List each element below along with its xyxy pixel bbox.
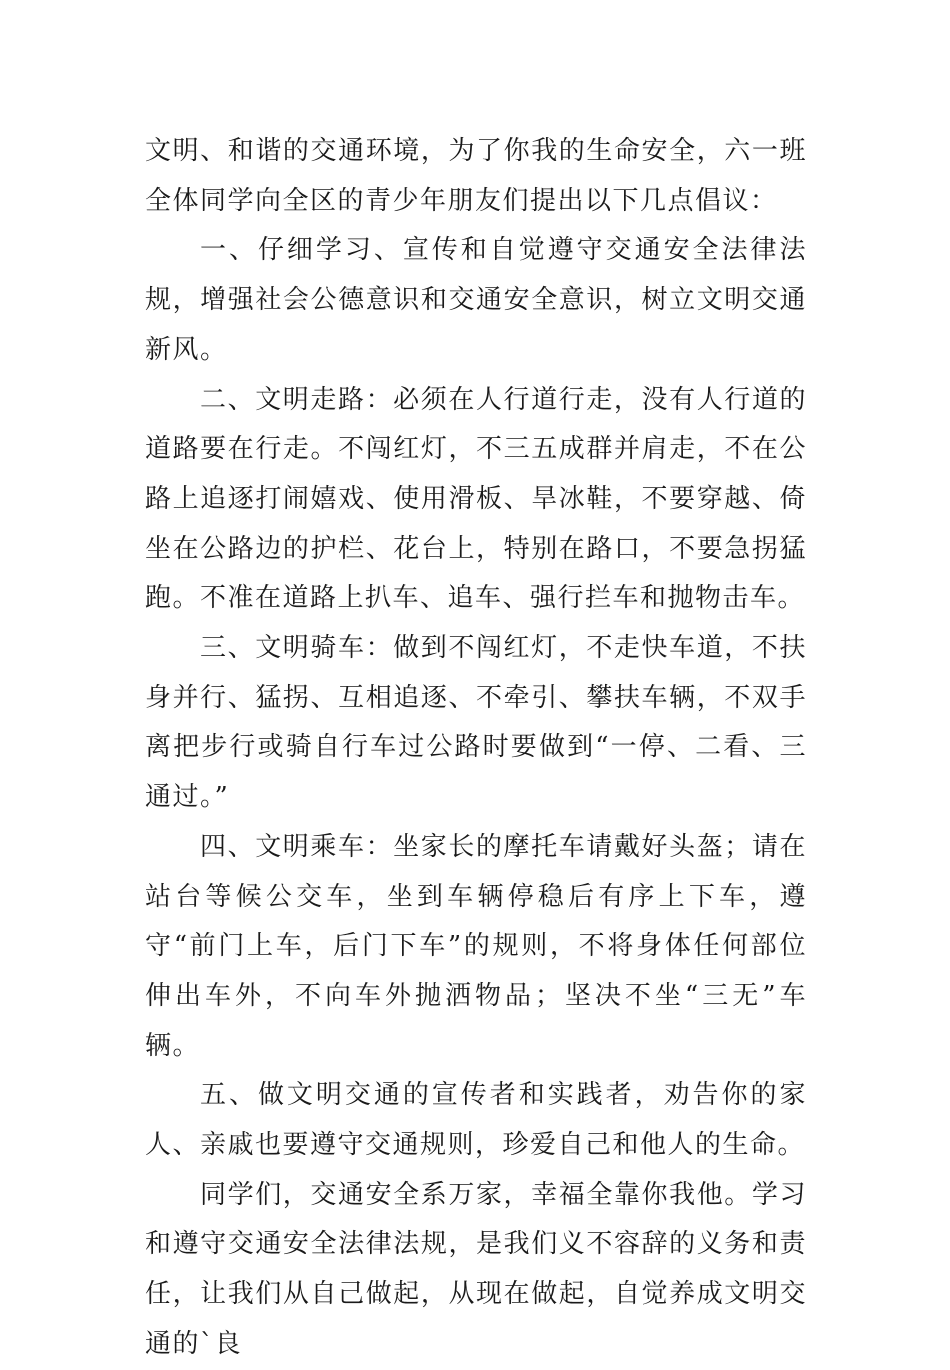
paragraph-item-1: 一、仔细学习、宣传和自觉遵守交通安全法律法规，增强社会公德意识和交通安全意识，树立文明交通新风。 — [145, 235, 807, 365]
paragraph-item-2: 二、文明走路：必须在人行道行走，没有人行道的道路要在行走。不闯红灯，不三五成群并肩走，不在公路上追逐打闹嬉戏、使用滑板、旱冰鞋，不要穿越、倚坐在公路边的护栏、花台上，特别在路口，不要急拐猛跑。不准在道路上扒车、追车、强行拦车和抛物击车。 — [145, 384, 807, 614]
paragraph-item-3: 三、文明骑车：做到不闯红灯，不走快车道，不扶身并行、猛拐、互相追逐、不牵引、攀扶车辆，不双手离把步行或骑自行车过公路时要做到“一停、二看、三通过。” — [145, 633, 807, 813]
paragraph-intro: 文明、和谐的交通环境，为了你我的生命安全，六一班全体同学向全区的青少年朋友们提出以下几点倡议： — [145, 136, 807, 216]
paragraph-closing: 同学们，交通安全系万家，幸福全靠你我他。学习和遵守交通安全法律法规，是我们义不容辞的义务和责任，让我们从自己做起，从现在做起，自觉养成文明交通的`良 — [145, 1179, 807, 1359]
paragraph-item-5: 五、做文明交通的宣传者和实践者，劝告你的家人、亲戚也要遵守交通规则，珍爱自己和他人的生命。 — [145, 1080, 807, 1161]
paragraph-item-4: 四、文明乘车：坐家长的摩托车请戴好头盔；请在站台等候公交车，坐到车辆停稳后有序上下车，遵守“前门上车，后门下车”的规则，不将身体任何部位伸出车外，不向车外抛洒物品；坚决不坐“三无”车辆。 — [145, 831, 807, 1061]
document-body — [145, 127, 807, 1370]
